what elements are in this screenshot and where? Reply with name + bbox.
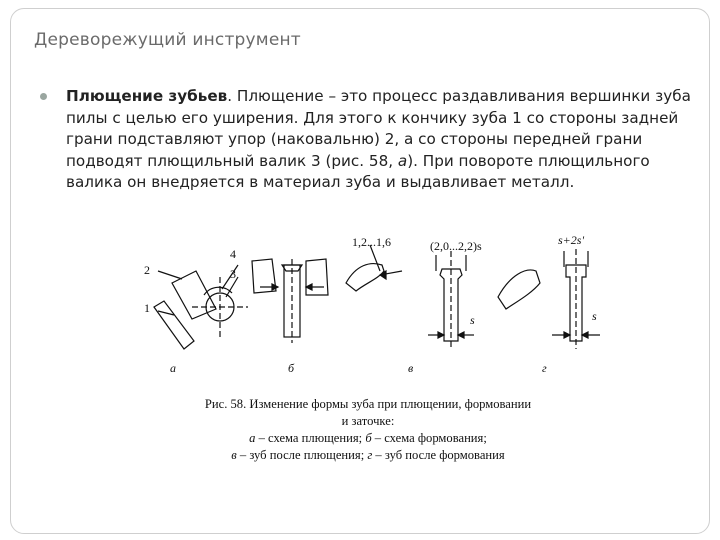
label-dim-g: s+2s' (558, 233, 585, 247)
caption-line-3: а – схема плющения; б – схема формования; (249, 431, 487, 445)
bullet-body: . Плющение – это процесс раздавливания вершинки зуба пилы с целью его уширения. Для этого к кончику зуба 1 со стороны задней грани подставляют упор (наковальню) 2, а со стороны передней грани подводят плющильный валик 3 (рис. 58, (66, 87, 691, 170)
bullet-body-end: ). При повороте плющильного валика он внедряется в материал зуба и выдавливает металл. (66, 151, 650, 191)
label-3: 3 (230, 267, 236, 281)
bullet-heading: Плющение зубьев (66, 87, 228, 105)
bullet-ref: а (397, 151, 408, 170)
label-dim-v: 1,2...1,6 (352, 235, 391, 249)
label-g: г (542, 361, 547, 375)
scheme-g-drawing (498, 249, 600, 349)
figure-58 (134, 231, 602, 477)
label-a: а (170, 361, 176, 375)
label-v: в (408, 361, 414, 375)
bullet-dot-icon (40, 93, 47, 100)
caption-line-2: и заточке: (341, 414, 395, 428)
bullet-item (42, 86, 692, 194)
bullet-text (66, 86, 692, 194)
label-4: 4 (230, 247, 236, 261)
label-b: б (288, 361, 295, 375)
figure-caption (134, 396, 602, 464)
label-s-g: s (592, 309, 597, 323)
label-s-v: s (470, 313, 475, 327)
label-2: 2 (144, 263, 150, 277)
caption-line-4: в – зуб после плющения; г – зуб после формования (231, 448, 505, 462)
caption-line-1: Рис. 58. Изменение формы зуба при плющении, формовании (204, 397, 532, 411)
scheme-v-drawing (346, 245, 474, 349)
scheme-b-drawing (252, 259, 328, 343)
slide-title: Дереворежущий инструмент (34, 30, 301, 50)
tooth-diagram (134, 231, 602, 391)
label-dim-w: (2,0...2,2)s (430, 239, 482, 253)
label-1: 1 (144, 301, 150, 315)
